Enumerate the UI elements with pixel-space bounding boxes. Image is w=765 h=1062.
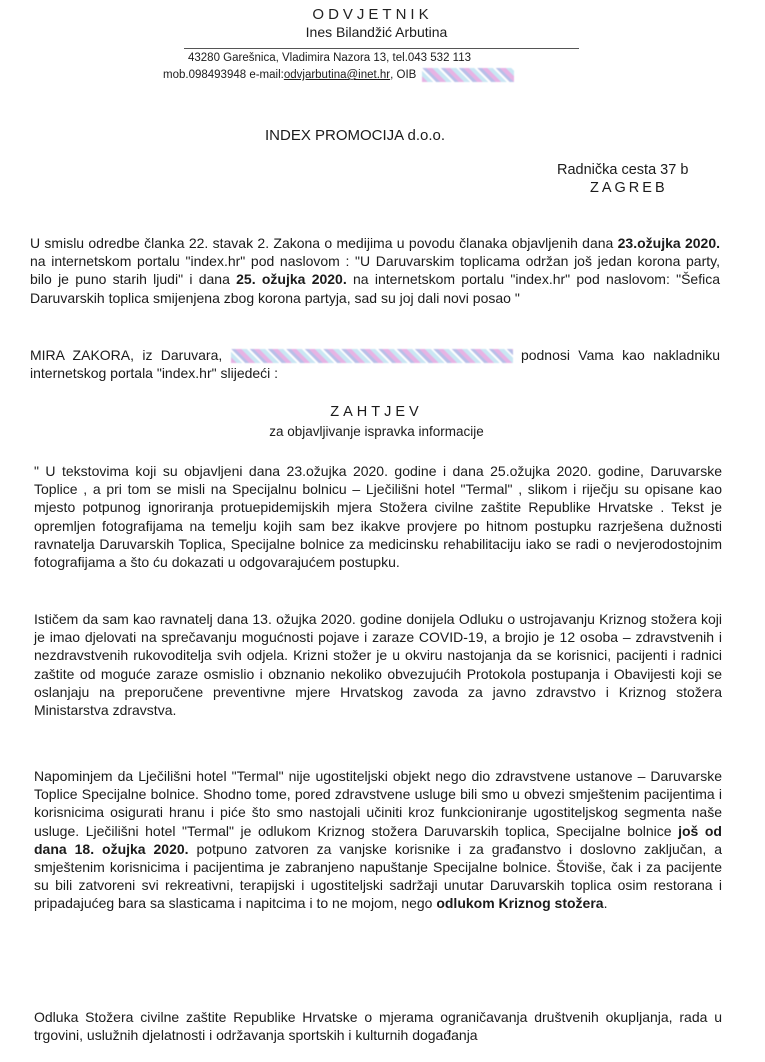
letterhead-address: 43280 Garešnica, Vladimira Nazora 13, tel.043 532 113 — [188, 52, 471, 64]
body-paragraph-2: Ističem da sam kao ravnatelj dana 13. ožujka 2020. godine donijela Odluku o ustrojavanju Kriznog stožera koji je imao djelovati na sprečavanju mogućnosti pojave i zaraze COVID-19, a brojio je 12 osoba – zdravstvenih i nezdravstvenih rukovoditelja svih odjela. Krizni stožer je u okviru nastojanja da se korisnici, pacijenti i radnici zaštite od moguće zaraze osmislio i obznanio nekoliko obvezujućih Protokola postupanja i Obavijesti koji se oslanjaju na preporučene preventivne mjere Hrvatskog zavoda za javno zdravstvo i Kriznog stožera Ministarstva zdravstva. — [34, 611, 722, 719]
recipient-street: Radnička cesta 37 b — [557, 162, 689, 178]
requester-paragraph — [30, 346, 720, 382]
intro-date-2: 25. ožujka 2020. — [236, 271, 347, 288]
redacted-address — [231, 349, 513, 363]
intro-text-3: na internetskom portalu "index.hr" pod naslovom: "Šefica Daruvarskih toplica smijenjena zbog korona partyja, sad su joj dali novi posao " — [30, 271, 720, 306]
body-paragraph-4: Odluka Stožera civilne zaštite Republike Hrvatske o mjerama ograničavanja društvenih okupljanja, rada u trgovini, uslužnih djelatnosti i održavanja sportskih i kulturnih događanja — [34, 1009, 722, 1044]
intro-date-1: 23.ožujka 2020. — [617, 235, 721, 251]
letterhead — [0, 6, 765, 40]
letterhead-title: ODVJETNIK — [312, 6, 433, 23]
letterhead-phone: mob.098493948 e-mail: — [163, 69, 284, 81]
intro-paragraph — [30, 234, 720, 307]
intro-text-1: U smislu odredbe članka 22. stavak 2. Zakona o medijima u povodu članaka objavljenih dana — [30, 235, 618, 251]
request-heading: ZAHTJEV — [330, 404, 423, 420]
requester-text-1: MIRA ZAKORA, iz Daruvara, — [30, 347, 223, 363]
letterhead-rule — [184, 48, 579, 49]
letterhead-email[interactable]: odvjarbutina@inet.hr — [283, 69, 391, 81]
body-paragraph-3 — [34, 767, 722, 913]
recipient-city: ZAGREB — [590, 180, 668, 196]
recipient-company: INDEX PROMOCIJA d.o.o. — [265, 127, 446, 144]
redacted-oib — [422, 68, 514, 82]
letterhead-contact — [163, 68, 514, 82]
intro-text-2: na internetskom portalu "index.hr" pod naslovom : "U Daruvarskim toplicama održan još jedan korona party, bilo je puno starih ljudi" i dana — [30, 253, 720, 288]
body-p3-text-1: Napominjem da Lječilišni hotel "Termal" nije ugostiteljski objekt nego dio zdravstvene ustanove – Daruvarske Toplice Specijalne bolnice. Shodno tome, pored zdravstvene usluge bili smo u obvezi smještenim pacijentima i korisnicima osigurati hranu i piće što smo nastojali učiniti kroz funkcioniranje ugostiteljskog segmenta naše usluge. Lječilišni hotel "Termal" je odlukom Kriznog stožera Daruvarskih toplica, Specijalne bolnice — [34, 768, 722, 839]
body-p3-date: još od dana 18. ožujka 2020. — [34, 822, 722, 857]
body-paragraph-1: " U tekstovima koji su objavljeni dana 23.ožujka 2020. godine i dana 25.ožujka 2020. godine, Daruvarske Toplice , a pri tom se misli na Specijalnu bolnicu – Lječilišni hotel "Termal" , slikom i riječju su opisane kao mjesto potpunog ignoriranja protuepidemijskih mjera Stožera civilne zaštite Republike Hrvatske . Tekst je opremljen fotografijama na temelju kojih sam bez ikakve provjere po hitnom postupku razrješena dužnosti ravnatelja Daruvarskih Toplica, Specijalne bolnice za medicinsku rehabilitaciju iako se radi o nevjerodostojnim fotografijama a što ću dokazati u odgovarajućem postupku. — [34, 463, 722, 571]
body-p3-text-3: . — [603, 895, 608, 912]
requester-text-2: podnosi Vama kao nakladniku internetskog portala "index.hr" slijedeći : — [30, 347, 721, 382]
body-p3-text-2: potpuno zatvoren za vanjske korisnike i za građanstvo i doslovno zaključan, a smještenim korisnicima i pacijentima je zabranjeno napuštanje Specijalne bolnice. Štoviše, čak i za pacijente su bili zatvoreni svi rekreativni, terapijski i ugostiteljski sadržaji unutar Daruvarskih toplica osim restorana i pripadajućeg bara sa slasticama i napitcima i to ne mojom, nego — [34, 840, 722, 912]
body-p3-decision: odlukom Kriznog stožera — [436, 895, 604, 912]
letterhead-oib-label: , OIB — [390, 69, 417, 81]
request-subheading: za objavljivanje ispravka informacije — [269, 424, 484, 439]
letterhead-name: Ines Bilandžić Arbutina — [305, 24, 448, 40]
